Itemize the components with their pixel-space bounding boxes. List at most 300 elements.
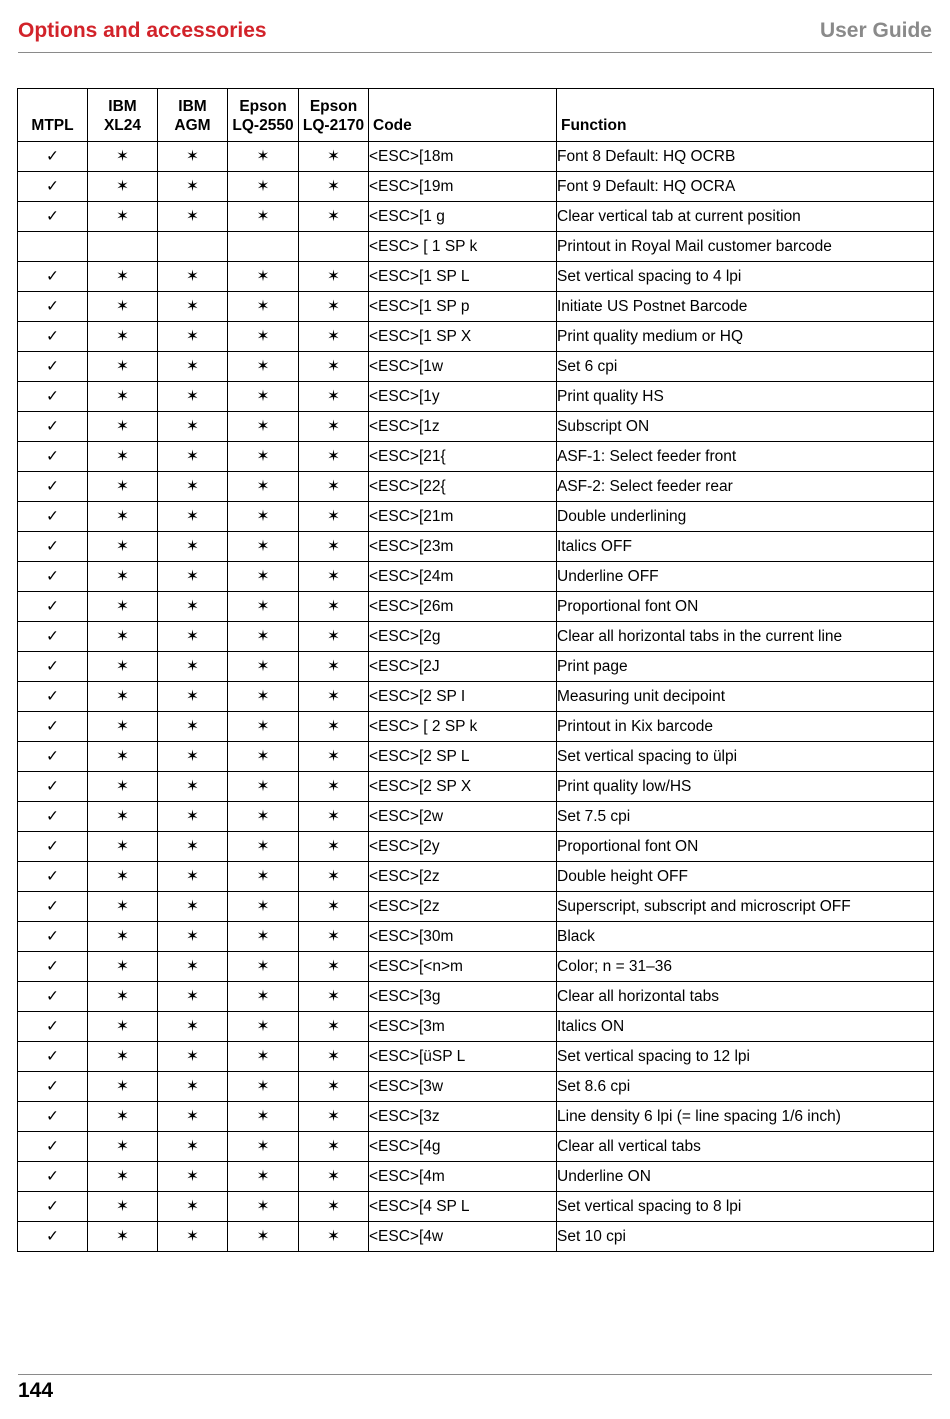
ibm-xl24-cell: ✶ [88,472,158,502]
code-cell: <ESC> [ 1 SP k [369,232,557,262]
function-cell: Clear all horizontal tabs in the current line [557,622,934,652]
table-row [18,1192,934,1222]
epson-lq2550-cell: ✶ [228,262,299,292]
ibm-xl24-cell: ✶ [88,1042,158,1072]
code-cell: <ESC>[1 SP p [369,292,557,322]
mtpl-cell: ✓ [18,922,88,952]
table-row [18,982,934,1012]
function-cell: Set vertical spacing to 4 lpi [557,262,934,292]
ibm-agm-cell: ✶ [158,982,228,1012]
ibm-agm-cell: ✶ [158,262,228,292]
epson-lq2550-cell: ✶ [228,1192,299,1222]
function-cell: ASF-2: Select feeder rear [557,472,934,502]
code-cell: <ESC>[2g [369,622,557,652]
epson-lq2550-cell: ✶ [228,742,299,772]
code-cell: <ESC>[1 SP L [369,262,557,292]
ibm-agm-cell: ✶ [158,472,228,502]
epson-lq2170-cell: ✶ [299,742,369,772]
epson-lq2550-cell: ✶ [228,622,299,652]
epson-lq2550-cell: ✶ [228,652,299,682]
ibm-xl24-cell: ✶ [88,1012,158,1042]
ibm-agm-cell: ✶ [158,592,228,622]
mtpl-cell: ✓ [18,472,88,502]
epson-lq2550-cell: ✶ [228,802,299,832]
ibm-xl24-cell: ✶ [88,1222,158,1252]
ibm-xl24-cell: ✶ [88,1192,158,1222]
epson-lq2170-cell: ✶ [299,682,369,712]
epson-lq2550-cell: ✶ [228,772,299,802]
table-header-row [18,89,934,142]
column-header-epson-lq2550: Epson LQ-2550 [228,89,299,142]
epson-lq2170-cell: ✶ [299,562,369,592]
table-row [18,1222,934,1252]
code-cell: <ESC>[18m [369,142,557,172]
ibm-xl24-cell: ✶ [88,202,158,232]
epson-lq2170-cell: ✶ [299,172,369,202]
epson-lq2170-cell: ✶ [299,862,369,892]
mtpl-cell: ✓ [18,262,88,292]
epson-lq2170-cell: ✶ [299,532,369,562]
mtpl-cell: ✓ [18,1222,88,1252]
ibm-xl24-cell: ✶ [88,1102,158,1132]
code-cell: <ESC>[1z [369,412,557,442]
ibm-xl24-cell: ✶ [88,772,158,802]
ibm-agm-cell: ✶ [158,562,228,592]
epson-lq2550-cell: ✶ [228,1102,299,1132]
ibm-agm-cell: ✶ [158,622,228,652]
column-header-code: Code [369,89,557,142]
code-cell: <ESC>[üSP L [369,1042,557,1072]
code-cell: <ESC>[3g [369,982,557,1012]
epson-lq2550-cell: ✶ [228,352,299,382]
code-cell: <ESC>[4w [369,1222,557,1252]
table-row [18,232,934,262]
mtpl-cell: ✓ [18,892,88,922]
function-cell: Set 7.5 cpi [557,802,934,832]
epson-lq2170-cell: ✶ [299,892,369,922]
table-row [18,442,934,472]
code-cell: <ESC>[<n>m [369,952,557,982]
ibm-xl24-cell: ✶ [88,142,158,172]
ibm-agm-cell: ✶ [158,742,228,772]
code-cell: <ESC>[23m [369,532,557,562]
ibm-agm-cell: ✶ [158,802,228,832]
function-cell: Double height OFF [557,862,934,892]
epson-lq2550-cell: ✶ [228,292,299,322]
table-row [18,742,934,772]
epson-lq2550-cell: ✶ [228,562,299,592]
epson-lq2170-cell: ✶ [299,1102,369,1132]
table-row [18,922,934,952]
ibm-xl24-cell: ✶ [88,712,158,742]
table-row [18,952,934,982]
mtpl-cell: ✓ [18,1072,88,1102]
epson-lq2170-cell: ✶ [299,772,369,802]
ibm-agm-cell: ✶ [158,172,228,202]
epson-lq2170-cell: ✶ [299,472,369,502]
column-header-function: Function [557,89,934,142]
epson-lq2170-cell: ✶ [299,712,369,742]
epson-lq2170-cell: ✶ [299,652,369,682]
code-cell: <ESC>[22{ [369,472,557,502]
table-row [18,1072,934,1102]
epson-lq2550-cell: ✶ [228,322,299,352]
function-cell: Print quality HS [557,382,934,412]
code-cell: <ESC>[26m [369,592,557,622]
code-cell: <ESC>[30m [369,922,557,952]
ibm-agm-cell: ✶ [158,142,228,172]
function-cell: Measuring unit decipoint [557,682,934,712]
ibm-agm-cell: ✶ [158,772,228,802]
code-cell: <ESC>[2z [369,892,557,922]
epson-lq2550-cell: ✶ [228,1132,299,1162]
table-row [18,772,934,802]
table-row [18,502,934,532]
ibm-agm-cell: ✶ [158,412,228,442]
table-row [18,412,934,442]
epson-lq2550-cell [228,232,299,262]
mtpl-cell: ✓ [18,712,88,742]
epson-lq2170-cell: ✶ [299,292,369,322]
ibm-xl24-cell: ✶ [88,1132,158,1162]
table-row [18,652,934,682]
table-row [18,472,934,502]
code-cell: <ESC>[4m [369,1162,557,1192]
code-cell: <ESC>[19m [369,172,557,202]
ibm-agm-cell: ✶ [158,202,228,232]
function-cell: Proportional font ON [557,592,934,622]
mtpl-cell: ✓ [18,832,88,862]
epson-lq2170-cell: ✶ [299,412,369,442]
function-cell: Print page [557,652,934,682]
mtpl-cell: ✓ [18,562,88,592]
mtpl-cell: ✓ [18,382,88,412]
ibm-xl24-cell: ✶ [88,592,158,622]
code-cell: <ESC>[24m [369,562,557,592]
code-cell: <ESC>[2 SP I [369,682,557,712]
table-row [18,712,934,742]
code-cell: <ESC> [ 2 SP k [369,712,557,742]
table-row [18,382,934,412]
epson-lq2170-cell: ✶ [299,322,369,352]
function-cell: Underline OFF [557,562,934,592]
code-cell: <ESC>[1 SP X [369,322,557,352]
table-row [18,532,934,562]
table-row [18,172,934,202]
code-cell: <ESC>[3m [369,1012,557,1042]
ibm-xl24-cell [88,232,158,262]
ibm-agm-cell: ✶ [158,352,228,382]
function-cell: Font 8 Default: HQ OCRB [557,142,934,172]
mtpl-cell: ✓ [18,982,88,1012]
epson-lq2170-cell: ✶ [299,1132,369,1162]
ibm-xl24-cell: ✶ [88,652,158,682]
ibm-agm-cell: ✶ [158,1162,228,1192]
column-header-ibm-agm: IBM AGM [158,89,228,142]
code-cell: <ESC>[2w [369,802,557,832]
function-cell: Font 9 Default: HQ OCRA [557,172,934,202]
ibm-agm-cell: ✶ [158,442,228,472]
function-cell: Initiate US Postnet Barcode [557,292,934,322]
mtpl-cell: ✓ [18,442,88,472]
ibm-agm-cell: ✶ [158,652,228,682]
ibm-xl24-cell: ✶ [88,532,158,562]
epson-lq2550-cell: ✶ [228,442,299,472]
epson-lq2170-cell: ✶ [299,382,369,412]
epson-lq2170-cell: ✶ [299,202,369,232]
epson-lq2550-cell: ✶ [228,1012,299,1042]
ibm-agm-cell [158,232,228,262]
page-number: 144 [18,1379,54,1402]
code-cell: <ESC>[4 SP L [369,1192,557,1222]
epson-lq2550-cell: ✶ [228,502,299,532]
section-title: Options and accessories [18,19,267,42]
mtpl-cell: ✓ [18,592,88,622]
epson-lq2170-cell: ✶ [299,442,369,472]
mtpl-cell: ✓ [18,682,88,712]
epson-lq2550-cell: ✶ [228,472,299,502]
epson-lq2550-cell: ✶ [228,982,299,1012]
ibm-xl24-cell: ✶ [88,982,158,1012]
epson-lq2170-cell: ✶ [299,1162,369,1192]
table-row [18,1162,934,1192]
table-row [18,832,934,862]
table-body [18,142,934,1252]
epson-lq2170-cell: ✶ [299,1072,369,1102]
ibm-agm-cell: ✶ [158,1102,228,1132]
function-cell: Printout in Royal Mail customer barcode [557,232,934,262]
table-row [18,592,934,622]
mtpl-cell: ✓ [18,622,88,652]
mtpl-cell: ✓ [18,412,88,442]
ibm-xl24-cell: ✶ [88,952,158,982]
function-cell: Printout in Kix barcode [557,712,934,742]
ibm-xl24-cell: ✶ [88,502,158,532]
ibm-xl24-cell: ✶ [88,562,158,592]
table-row [18,622,934,652]
epson-lq2170-cell: ✶ [299,1012,369,1042]
ibm-xl24-cell: ✶ [88,832,158,862]
table-row [18,352,934,382]
function-cell: ASF-1: Select feeder front [557,442,934,472]
ibm-agm-cell: ✶ [158,1042,228,1072]
epson-lq2550-cell: ✶ [228,892,299,922]
ibm-agm-cell: ✶ [158,1072,228,1102]
table-row [18,562,934,592]
epson-lq2550-cell: ✶ [228,412,299,442]
guide-title: User Guide [819,19,932,42]
code-cell: <ESC>[1y [369,382,557,412]
ibm-agm-cell: ✶ [158,1192,228,1222]
function-cell: Double underlining [557,502,934,532]
epson-lq2550-cell: ✶ [228,532,299,562]
ibm-agm-cell: ✶ [158,502,228,532]
function-cell: Set vertical spacing to 12 lpi [557,1042,934,1072]
mtpl-cell: ✓ [18,322,88,352]
epson-lq2550-cell: ✶ [228,952,299,982]
code-cell: <ESC>[2 SP L [369,742,557,772]
epson-lq2170-cell: ✶ [299,352,369,382]
function-cell: Proportional font ON [557,832,934,862]
ibm-agm-cell: ✶ [158,322,228,352]
mtpl-cell: ✓ [18,1192,88,1222]
ibm-xl24-cell: ✶ [88,442,158,472]
ibm-xl24-cell: ✶ [88,172,158,202]
mtpl-cell: ✓ [18,1042,88,1072]
epson-lq2170-cell: ✶ [299,952,369,982]
epson-lq2550-cell: ✶ [228,172,299,202]
code-cell: <ESC>[2J [369,652,557,682]
epson-lq2550-cell: ✶ [228,382,299,412]
ibm-agm-cell: ✶ [158,382,228,412]
mtpl-cell: ✓ [18,1132,88,1162]
code-cell: <ESC>[21m [369,502,557,532]
epson-lq2170-cell: ✶ [299,982,369,1012]
ibm-agm-cell: ✶ [158,892,228,922]
table-row [18,1042,934,1072]
epson-lq2170-cell: ✶ [299,262,369,292]
function-cell: Set vertical spacing to 8 lpi [557,1192,934,1222]
epson-lq2550-cell: ✶ [228,1222,299,1252]
table-row [18,892,934,922]
function-cell: Line density 6 lpi (= line spacing 1/6 inch) [557,1102,934,1132]
mtpl-cell: ✓ [18,142,88,172]
mtpl-cell: ✓ [18,652,88,682]
ibm-agm-cell: ✶ [158,1222,228,1252]
ibm-agm-cell: ✶ [158,532,228,562]
function-cell: Set 10 cpi [557,1222,934,1252]
mtpl-cell: ✓ [18,1012,88,1042]
mtpl-cell: ✓ [18,1162,88,1192]
ibm-agm-cell: ✶ [158,712,228,742]
epson-lq2170-cell: ✶ [299,1042,369,1072]
function-cell: Print quality low/HS [557,772,934,802]
function-cell: Clear vertical tab at current position [557,202,934,232]
epson-lq2550-cell: ✶ [228,922,299,952]
ibm-xl24-cell: ✶ [88,802,158,832]
epson-lq2550-cell: ✶ [228,682,299,712]
function-cell: Set vertical spacing to ülpi [557,742,934,772]
epson-lq2550-cell: ✶ [228,1042,299,1072]
function-cell: Subscript ON [557,412,934,442]
code-cell: <ESC>[3z [369,1102,557,1132]
mtpl-cell [18,232,88,262]
function-cell: Superscript, subscript and microscript OFF [557,892,934,922]
code-cell: <ESC>[4g [369,1132,557,1162]
mtpl-cell: ✓ [18,202,88,232]
epson-lq2170-cell: ✶ [299,1192,369,1222]
ibm-agm-cell: ✶ [158,1012,228,1042]
mtpl-cell: ✓ [18,862,88,892]
ibm-agm-cell: ✶ [158,832,228,862]
code-cell: <ESC>[1 g [369,202,557,232]
code-cell: <ESC>[21{ [369,442,557,472]
function-cell: Clear all horizontal tabs [557,982,934,1012]
ibm-xl24-cell: ✶ [88,412,158,442]
ibm-agm-cell: ✶ [158,292,228,322]
column-header-epson-lq2170: Epson LQ-2170 [299,89,369,142]
function-cell: Underline ON [557,1162,934,1192]
mtpl-cell: ✓ [18,742,88,772]
table-row [18,682,934,712]
table-row [18,1012,934,1042]
mtpl-cell: ✓ [18,1102,88,1132]
epson-lq2170-cell: ✶ [299,502,369,532]
ibm-xl24-cell: ✶ [88,322,158,352]
ibm-xl24-cell: ✶ [88,382,158,412]
table-row [18,292,934,322]
table-row [18,802,934,832]
function-cell: Set 8.6 cpi [557,1072,934,1102]
mtpl-cell: ✓ [18,502,88,532]
function-cell: Clear all vertical tabs [557,1132,934,1162]
function-cell: Italics ON [557,1012,934,1042]
ibm-agm-cell: ✶ [158,862,228,892]
ibm-xl24-cell: ✶ [88,682,158,712]
epson-lq2550-cell: ✶ [228,832,299,862]
epson-lq2170-cell: ✶ [299,622,369,652]
table-row [18,1102,934,1132]
mtpl-cell: ✓ [18,952,88,982]
function-cell: Italics OFF [557,532,934,562]
ibm-agm-cell: ✶ [158,682,228,712]
epson-lq2170-cell: ✶ [299,922,369,952]
epson-lq2170-cell: ✶ [299,592,369,622]
mtpl-cell: ✓ [18,352,88,382]
code-cell: <ESC>[2z [369,862,557,892]
code-cell: <ESC>[3w [369,1072,557,1102]
epson-lq2170-cell [299,232,369,262]
table-row [18,862,934,892]
ibm-agm-cell: ✶ [158,952,228,982]
epson-lq2170-cell: ✶ [299,802,369,832]
ibm-xl24-cell: ✶ [88,292,158,322]
ibm-xl24-cell: ✶ [88,622,158,652]
table-row [18,202,934,232]
mtpl-cell: ✓ [18,532,88,562]
epson-lq2550-cell: ✶ [228,862,299,892]
ibm-agm-cell: ✶ [158,922,228,952]
function-cell: Black [557,922,934,952]
function-cell: Set 6 cpi [557,352,934,382]
code-cell: <ESC>[1w [369,352,557,382]
ibm-xl24-cell: ✶ [88,1072,158,1102]
mtpl-cell: ✓ [18,802,88,832]
page-header [18,0,932,53]
ibm-xl24-cell: ✶ [88,352,158,382]
epson-lq2550-cell: ✶ [228,592,299,622]
epson-lq2550-cell: ✶ [228,1162,299,1192]
function-cell: Print quality medium or HQ [557,322,934,352]
mtpl-cell: ✓ [18,772,88,802]
function-cell: Color; n = 31–36 [557,952,934,982]
column-header-mtpl: MTPL [18,89,88,142]
mtpl-cell: ✓ [18,172,88,202]
epson-lq2550-cell: ✶ [228,1072,299,1102]
code-cell: <ESC>[2 SP X [369,772,557,802]
ibm-xl24-cell: ✶ [88,922,158,952]
ibm-xl24-cell: ✶ [88,862,158,892]
table-row [18,1132,934,1162]
epson-lq2170-cell: ✶ [299,832,369,862]
table-row [18,322,934,352]
table-row [18,262,934,292]
epson-lq2550-cell: ✶ [228,202,299,232]
epson-lq2170-cell: ✶ [299,1222,369,1252]
ibm-xl24-cell: ✶ [88,742,158,772]
table-row [18,142,934,172]
epson-lq2550-cell: ✶ [228,142,299,172]
